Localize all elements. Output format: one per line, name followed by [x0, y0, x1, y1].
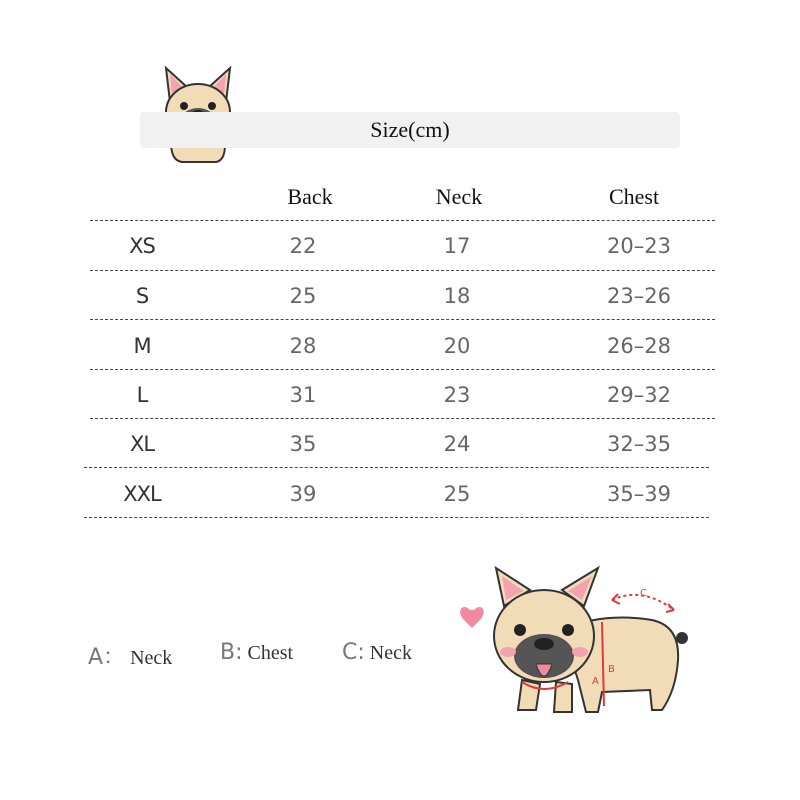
back-value: 22 [289, 234, 317, 258]
table-row [0, 371, 800, 420]
size-label: L [136, 383, 148, 407]
neck-value: 23 [443, 383, 471, 407]
table-row [0, 420, 800, 469]
column-header-neck: Neck [435, 184, 483, 209]
neck-value: 18 [443, 284, 471, 308]
column-header-back: Back [287, 184, 333, 209]
size-label: XL [129, 432, 155, 456]
column-header-chest: Chest [608, 184, 660, 209]
legend-label: Neck [369, 642, 412, 664]
chart-title: Size(cm) [370, 117, 450, 142]
legend-item-b [220, 640, 293, 665]
table-row [0, 322, 800, 371]
measurement-dog-diagram [452, 560, 692, 730]
chest-value: 23–26 [607, 284, 671, 308]
legend-letter: C: [342, 640, 365, 665]
neck-value: 17 [443, 234, 471, 258]
size-label: XS [129, 234, 155, 258]
legend-label: Neck [130, 647, 173, 669]
table-row [0, 470, 800, 519]
title-bar [140, 112, 680, 148]
legend-item-c [342, 640, 412, 665]
chest-value: 26–28 [607, 334, 671, 358]
diagram-label-a: A [592, 676, 599, 687]
back-value: 28 [289, 334, 317, 358]
table-row [0, 272, 800, 321]
back-value: 31 [289, 383, 317, 407]
chest-value: 32–35 [607, 432, 671, 456]
heart-icon [460, 607, 484, 628]
size-label: XXL [123, 482, 161, 506]
back-value: 35 [289, 432, 317, 456]
chest-value: 20–23 [607, 234, 671, 258]
neck-value: 25 [443, 482, 471, 506]
table-row [0, 222, 800, 271]
legend-item-a [88, 640, 172, 671]
neck-value: 24 [443, 432, 471, 456]
legend-label: Chest [247, 642, 294, 664]
neck-value: 20 [443, 334, 471, 358]
table-divider [90, 220, 715, 221]
legend-letter: B: [220, 640, 243, 665]
back-value: 25 [289, 284, 317, 308]
diagram-label-c: C [640, 588, 647, 599]
diagram-label-b: B [608, 664, 615, 675]
size-label: S [135, 284, 149, 308]
chest-value: 35–39 [607, 482, 671, 506]
size-label: M [133, 334, 151, 358]
chest-value: 29–32 [607, 383, 671, 407]
legend-letter: A： [88, 645, 126, 670]
back-value: 39 [289, 482, 317, 506]
